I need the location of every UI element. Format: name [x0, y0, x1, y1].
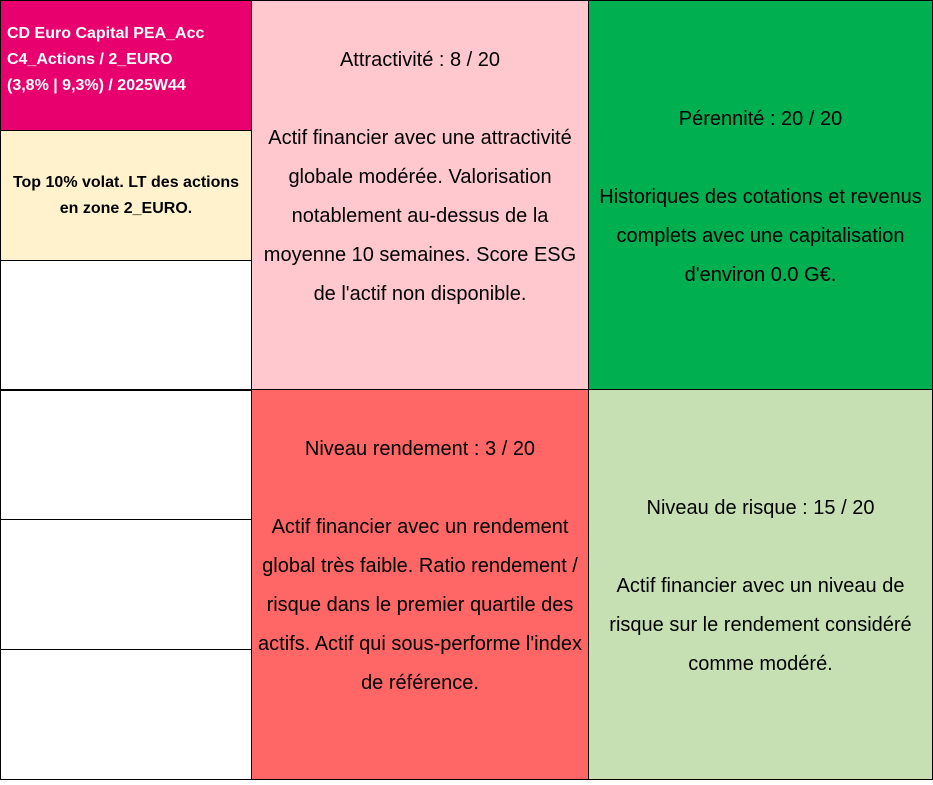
- perennite-cell: [588, 0, 933, 390]
- risque-text: Actif financier avec un niveau de risque sur le rendement considéré comme modéré.: [609, 575, 912, 675]
- volatility-note-cell: [0, 130, 252, 261]
- empty-cell-4: [0, 649, 252, 780]
- rendement-text: Actif financier avec un rendement global très faible. Ratio rendement / risque dans le premier quartile des actifs. Actif qui sous-performe l'index de référence.: [258, 516, 582, 694]
- fund-stats: (3,8% | 9,3%) / 2025W44: [7, 77, 186, 94]
- attractivite-title: Attractivité : 8 / 20: [339, 49, 501, 71]
- empty-cell-1: [0, 260, 252, 390]
- fund-category: C4_Actions / 2_EURO: [7, 51, 173, 68]
- attractivite-text: Actif financier avec une attractivité globale modérée. Valorisation notablement au-dessus de la moyenne 10 semaines. Score ESG de l'actif non disponible.: [263, 127, 577, 305]
- risque-cell: [588, 389, 933, 780]
- attractivite-cell: [251, 0, 589, 390]
- empty-cell-2: [0, 390, 252, 520]
- fund-name: CD Euro Capital PEA_Acc: [7, 25, 205, 42]
- rendement-cell: [251, 389, 589, 780]
- rendement-title: Niveau rendement : 3 / 20: [304, 438, 536, 460]
- perennite-title: Pérennité : 20 / 20: [678, 108, 843, 130]
- risque-title: Niveau de risque : 15 / 20: [646, 497, 875, 519]
- empty-cell-3: [0, 519, 252, 650]
- fund-header-cell: [0, 0, 252, 131]
- perennite-text: Historiques des cotations et revenus complets avec une capitalisation d'environ 0.0 G€.: [599, 186, 922, 286]
- volatility-note: Top 10% volat. LT des actions en zone 2_EURO.: [12, 173, 240, 217]
